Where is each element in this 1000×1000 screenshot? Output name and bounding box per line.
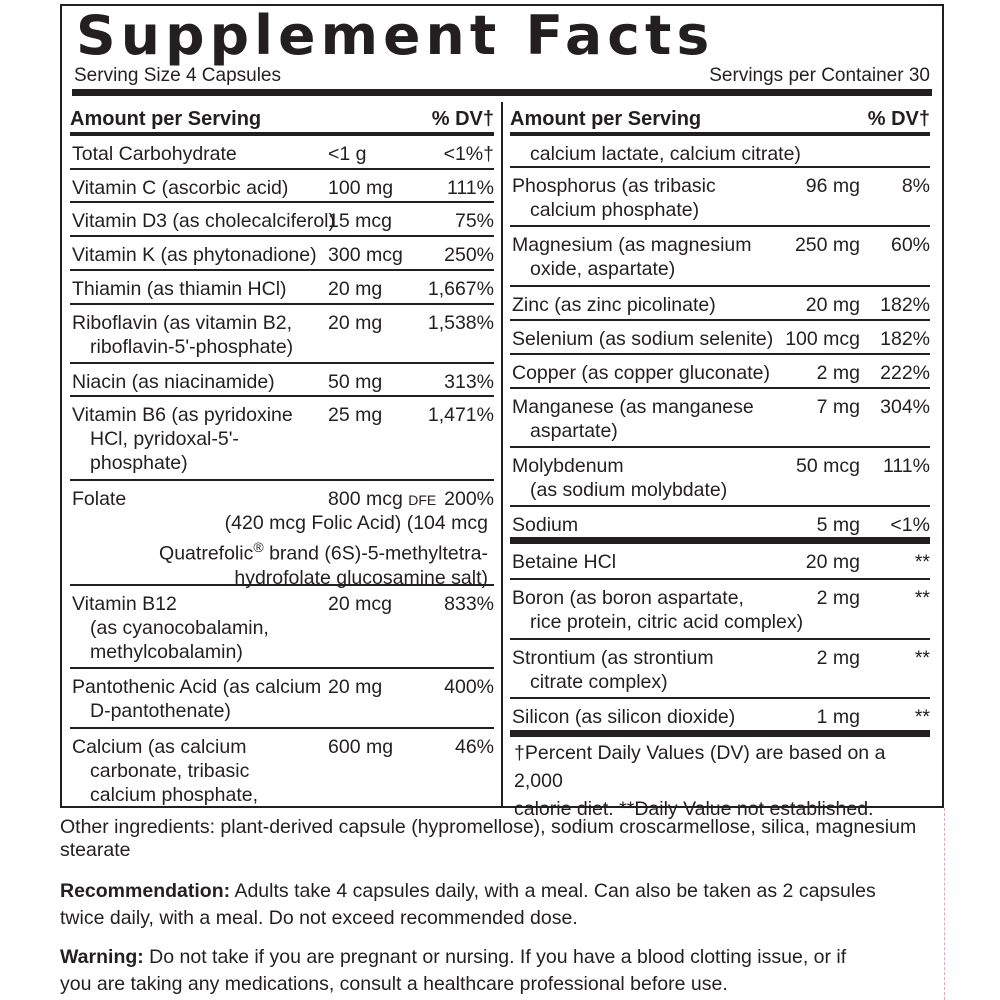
nutrient-row bbox=[510, 448, 930, 507]
nutrient-amount bbox=[328, 487, 436, 512]
nutrient-name bbox=[72, 403, 293, 475]
amount-header: Amount per Serving bbox=[510, 108, 702, 130]
nutrient-name bbox=[512, 233, 752, 281]
nutrient-name bbox=[72, 675, 321, 723]
nutrient-name: Zinc (as zinc picolinate) bbox=[512, 294, 716, 316]
nutrient-amount: 25 mg bbox=[328, 404, 383, 426]
footnote bbox=[510, 737, 930, 820]
name-line: aspartate) bbox=[530, 420, 618, 442]
nutrient-name: Selenium (as sodium selenite) bbox=[512, 328, 774, 350]
panel-title: Supplement Facts bbox=[76, 4, 715, 67]
folate-line bbox=[70, 535, 488, 566]
nutrient-name bbox=[72, 311, 293, 359]
thick-rule bbox=[72, 89, 932, 96]
nutrient-dv: 313% bbox=[444, 371, 494, 393]
nutrient-name: Betaine HCl bbox=[512, 551, 617, 573]
nutrient-row bbox=[70, 136, 494, 170]
nutrient-name: Vitamin K (as phytonadione) bbox=[72, 244, 317, 266]
nutrient-amount: 15 mcg bbox=[328, 210, 392, 232]
nutrient-row bbox=[510, 136, 930, 168]
recommendation bbox=[60, 878, 950, 932]
nutrient-amount: 96 mg bbox=[805, 175, 860, 197]
name-line: Pantothenic Acid (as calcium bbox=[72, 676, 322, 698]
nutrient-dv: 60% bbox=[890, 234, 930, 256]
name-line: Manganese (as manganese bbox=[512, 396, 754, 418]
folate-line: (420 mcg Folic Acid) (104 mcg bbox=[224, 512, 488, 534]
column-divider bbox=[501, 102, 503, 808]
amount-unit: DFE bbox=[408, 492, 437, 508]
nutrient-amount: 20 mg bbox=[328, 312, 383, 334]
nutrient-amount: 20 mg bbox=[328, 278, 383, 300]
nutrient-name bbox=[72, 735, 258, 807]
left-header bbox=[70, 102, 494, 136]
ingredients-line: stearate bbox=[60, 839, 131, 861]
nutrient-dv: 1,471% bbox=[427, 404, 494, 426]
name-line: riboflavin-5'-phosphate) bbox=[90, 336, 294, 358]
nutrient-amount: 2 mg bbox=[816, 587, 860, 609]
amount-value: 800 mcg bbox=[328, 488, 403, 510]
warning-text: Do not take if you are pregnant or nursing. If you have a blood clotting issue, or if bbox=[143, 946, 847, 968]
nutrient-name: Sodium bbox=[512, 514, 579, 536]
nutrient-amount: 20 mcg bbox=[328, 593, 392, 615]
nutrient-row bbox=[510, 389, 930, 448]
warning-line: you are taking any medications, consult a healthcare professional before use. bbox=[60, 973, 728, 995]
dv-header: % DV† bbox=[431, 108, 494, 130]
nutrient-dv: 250% bbox=[444, 244, 494, 266]
name-line: Calcium (as calcium bbox=[72, 736, 247, 758]
nutrient-row bbox=[70, 364, 494, 397]
nutrient-row bbox=[510, 287, 930, 321]
name-line: rice protein, citric acid complex) bbox=[530, 611, 804, 633]
nutrient-amount: 100 mg bbox=[328, 177, 394, 199]
nutrient-row bbox=[510, 227, 930, 287]
name-line: D-pantothenate) bbox=[90, 700, 231, 722]
warning-label: Warning: bbox=[60, 946, 144, 968]
nutrient-row bbox=[510, 640, 930, 699]
servings-per-container: Servings per Container 30 bbox=[709, 65, 930, 86]
nutrient-name: Vitamin C (ascorbic acid) bbox=[72, 177, 289, 199]
nutrient-name bbox=[512, 646, 714, 694]
nutrient-dv: 46% bbox=[454, 736, 494, 758]
nutrient-name bbox=[512, 174, 716, 222]
nutrient-amount: 600 mg bbox=[328, 736, 394, 758]
nutrient-dv: 833% bbox=[444, 593, 494, 615]
supplement-facts-panel bbox=[60, 4, 944, 820]
name-line: Boron (as boron aspartate, bbox=[512, 587, 744, 609]
registered-mark: ® bbox=[253, 539, 264, 555]
name-line: Magnesium (as magnesium bbox=[512, 234, 752, 256]
nutrient-dv: 182% bbox=[880, 328, 930, 350]
nutrient-dv: 400% bbox=[444, 676, 494, 698]
name-line: calcium lactate, calcium citrate) bbox=[530, 143, 801, 165]
nutrient-name: Total Carbohydrate bbox=[72, 143, 237, 165]
nutrient-row bbox=[510, 355, 930, 389]
ingredients-line: Other ingredients: plant-derived capsule (hypromellose), sodium croscarmellose, silica, magnesium bbox=[60, 816, 917, 838]
nutrient-dv: 222% bbox=[880, 362, 930, 384]
nutrient-row bbox=[510, 321, 930, 355]
nutrient-row bbox=[70, 586, 494, 669]
recommendation-text: Adults take 4 capsules daily, with a meal. Can also be taken as 2 capsules bbox=[230, 880, 876, 902]
nutrient-amount: 300 mcg bbox=[328, 244, 403, 266]
nutrient-amount: 250 mg bbox=[794, 234, 860, 256]
right-column bbox=[510, 102, 930, 820]
nutrient-amount: 20 mg bbox=[805, 294, 860, 316]
nutrient-row bbox=[70, 237, 494, 271]
nutrient-amount: 7 mg bbox=[816, 396, 860, 418]
nutrient-name: Niacin (as niacinamide) bbox=[72, 371, 275, 393]
nutrient-name bbox=[512, 586, 803, 634]
recommendation-label: Recommendation: bbox=[60, 880, 231, 902]
amount-header: Amount per Serving bbox=[70, 108, 262, 130]
nutrient-name: Thiamin (as thiamin HCl) bbox=[72, 278, 287, 300]
name-line: phosphate) bbox=[90, 452, 188, 474]
nutrient-row bbox=[70, 305, 494, 364]
nutrient-name: Copper (as copper gluconate) bbox=[512, 362, 770, 384]
nutrient-amount: 20 mg bbox=[805, 551, 860, 573]
name-line: Phosphorus (as tribasic bbox=[512, 175, 716, 197]
nutrient-name: Silicon (as silicon dioxide) bbox=[512, 706, 736, 728]
name-line: Strontium (as strontium bbox=[512, 647, 714, 669]
footnote-line: †Percent Daily Values (DV) are based on a 2,000 bbox=[514, 742, 886, 792]
nutrient-dv: ** bbox=[914, 551, 930, 573]
nutrient-row bbox=[70, 271, 494, 305]
folate-detail bbox=[70, 511, 488, 590]
warning-line bbox=[60, 944, 950, 971]
nutrient-dv: 111% bbox=[883, 455, 930, 477]
nutrient-dv: ** bbox=[914, 706, 930, 728]
nutrient-dv: ** bbox=[914, 587, 930, 609]
nutrient-amount: 100 mcg bbox=[785, 328, 860, 350]
nutrient-row bbox=[70, 397, 494, 481]
name-line: (as sodium molybdate) bbox=[530, 479, 728, 501]
folate-line: hydrofolate glucosamine salt) bbox=[234, 566, 488, 589]
nutrient-dv: 182% bbox=[880, 294, 930, 316]
nutrient-amount: 5 mg bbox=[816, 514, 860, 536]
nutrient-row bbox=[70, 669, 494, 729]
nutrient-dv: 1,538% bbox=[427, 312, 494, 334]
nutrient-amount: 2 mg bbox=[816, 647, 860, 669]
nutrient-amount: 1 mg bbox=[816, 706, 860, 728]
footnote-text bbox=[514, 739, 930, 823]
recommendation-line bbox=[60, 878, 950, 905]
right-header bbox=[510, 102, 930, 136]
nutrient-row bbox=[70, 481, 494, 589]
nutrient-amount: 20 mg bbox=[328, 676, 383, 698]
nutrient-name bbox=[72, 592, 269, 664]
nutrient-dv: <1%† bbox=[443, 143, 494, 165]
recommendation-line: twice daily, with a meal. Do not exceed recommended dose. bbox=[60, 907, 578, 929]
nutrient-name: Folate bbox=[72, 488, 127, 510]
footnote-line: calorie diet. **Daily Value not established. bbox=[514, 798, 874, 820]
name-line: HCl, pyridoxal-5'- bbox=[90, 428, 239, 450]
nutrient-dv: <1% bbox=[890, 514, 930, 536]
nutrient-dv: 75% bbox=[454, 210, 494, 232]
nutrient-row bbox=[70, 203, 494, 237]
name-line: Riboflavin (as vitamin B2, bbox=[72, 312, 293, 334]
name-line: Molybdenum bbox=[512, 455, 624, 477]
nutrient-row bbox=[510, 544, 930, 580]
nutrient-row bbox=[510, 507, 930, 544]
name-line: Vitamin B12 bbox=[72, 593, 177, 615]
nutrient-dv: 304% bbox=[880, 396, 930, 418]
brand-name: Quatrefolic bbox=[159, 542, 254, 565]
nutrient-amount: 2 mg bbox=[816, 362, 860, 384]
nutrient-name: Vitamin D3 (as cholecalciferol) bbox=[72, 210, 335, 232]
name-line: calcium phosphate) bbox=[530, 199, 700, 221]
nutrient-amount: 50 mcg bbox=[796, 455, 860, 477]
warning bbox=[60, 944, 950, 998]
brand-detail: brand (6S)-5-methyltetra- bbox=[263, 542, 488, 565]
name-line: methylcobalamin) bbox=[90, 641, 243, 663]
nutrient-row bbox=[70, 729, 494, 807]
name-line: (as cyanocobalamin, bbox=[90, 617, 269, 639]
nutrient-name bbox=[512, 454, 727, 502]
other-ingredients bbox=[60, 814, 950, 864]
serving-size: Serving Size 4 Capsules bbox=[74, 65, 281, 86]
nutrient-dv: 8% bbox=[901, 175, 930, 197]
nutrient-name bbox=[512, 395, 754, 443]
nutrient-dv: 200% bbox=[444, 488, 494, 510]
nutrient-amount: 50 mg bbox=[328, 371, 383, 393]
left-column bbox=[70, 102, 494, 807]
nutrient-dv: ** bbox=[914, 647, 930, 669]
nutrient-name bbox=[512, 142, 801, 166]
nutrient-row bbox=[510, 580, 930, 640]
name-line: oxide, aspartate) bbox=[530, 258, 676, 280]
nutrient-dv: 1,667% bbox=[427, 278, 494, 300]
name-line: carbonate, tribasic bbox=[90, 760, 250, 782]
nutrient-amount: <1 g bbox=[328, 143, 367, 165]
name-line: calcium phosphate, bbox=[90, 784, 259, 806]
name-line: Vitamin B6 (as pyridoxine bbox=[72, 404, 293, 426]
dv-header: % DV† bbox=[867, 108, 930, 130]
name-line: citrate complex) bbox=[530, 671, 668, 693]
nutrient-row bbox=[70, 170, 494, 203]
nutrient-row bbox=[510, 699, 930, 737]
nutrient-dv: 111% bbox=[447, 177, 494, 199]
nutrient-row bbox=[510, 168, 930, 227]
